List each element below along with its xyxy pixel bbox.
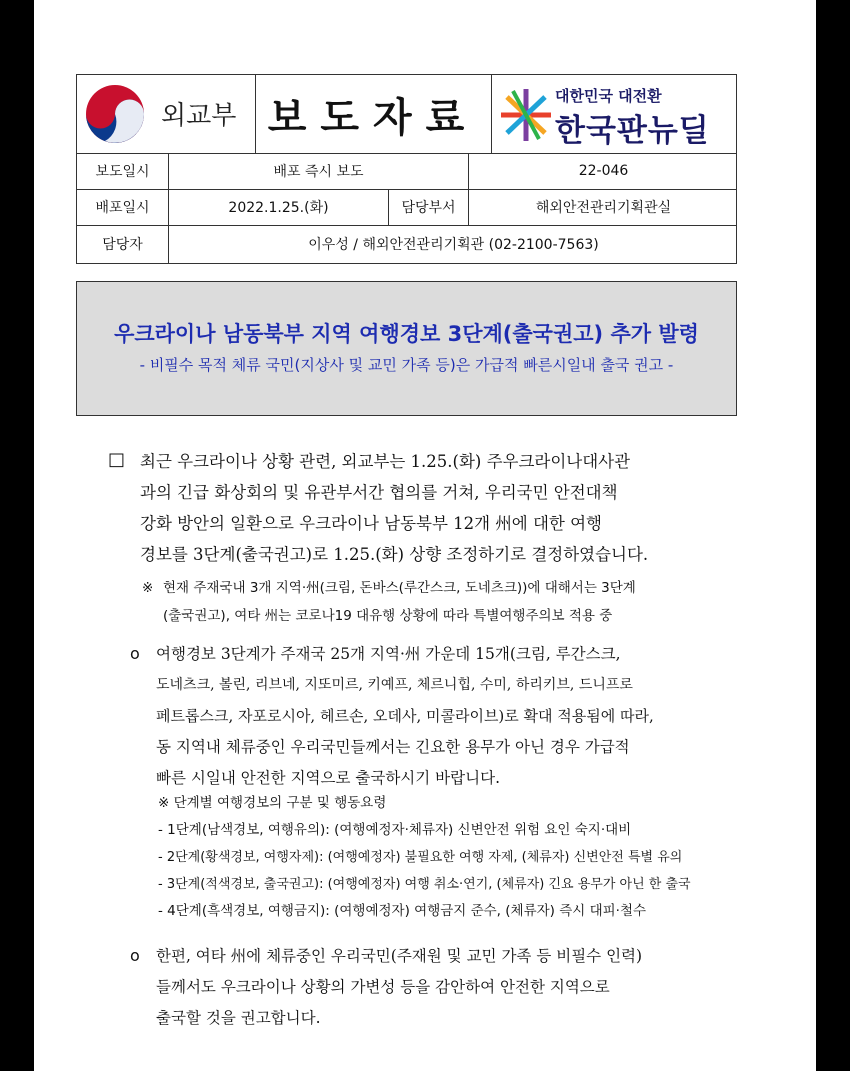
section1-note (163, 574, 753, 630)
paragraph-line: 빠른 시일내 안전한 지역으로 출국하시기 바랍니다. (156, 769, 500, 787)
press-header-table (76, 74, 737, 264)
circle-bullet: o (130, 644, 140, 663)
new-deal-name: 한국판뉴딜 (555, 113, 710, 149)
level-3-line: - 3단계(적색경보, 출국권고): (여행예정자) 여행 취소·연기, (체류자) 긴요 용무가 아닌 한 출국 (158, 877, 691, 892)
paragraph-line: 여행경보 3단계가 주재국 25개 지역·州 가운데 15개(크림, 루간스크, (156, 645, 621, 663)
headline-title: 우크라이나 남동북부 지역 여행경보 3단계(출국권고) 추가 발령 (114, 322, 699, 346)
release-time-value: 배포 즉시 보도 (169, 153, 469, 189)
circle-bullet: o (130, 946, 140, 965)
level-4-line: - 4단계(흑색경보, 여행금지): (여행예정자) 여행금지 준수, (체류자) 즉시 대피·철수 (158, 903, 647, 919)
divider (255, 75, 256, 153)
paragraph-line: 강화 방안의 일환으로 우크라이나 남동북부 12개 州에 대한 여행 (140, 514, 602, 533)
department-value: 해외안전관리기획관실 (535, 200, 672, 216)
paragraph-line: 최근 우크라이나 상황 관련, 외교부는 1.25.(화) 주우크라이나대사관 (140, 452, 631, 471)
contact-label: 담당자 (77, 225, 169, 263)
paragraph-line: 페트롭스크, 자포로시아, 헤르손, 오데사, 미콜라이브)로 확대 적용됨에 따라, (156, 707, 654, 725)
section3-paragraph (156, 941, 756, 1034)
header-banner (77, 75, 736, 154)
release-time-label: 보도일시 (77, 153, 169, 189)
press-release-title: 보도자료 (267, 94, 479, 141)
department-label: 담당부서 (389, 189, 469, 225)
paragraph-line: 과의 긴급 화상회의 및 유관부서간 협의를 거쳐, 우리국민 안전대책 (140, 483, 618, 502)
paragraph-line: 경보를 3단계(출국권고)로 1.25.(화) 상향 조정하기로 결정하였습니다. (140, 545, 649, 564)
new-deal-logo-icon (497, 87, 555, 143)
headline-subtitle: - 비필수 목적 체류 국민(지상사 및 교민 가족 등)은 가급적 빠른시일내 출국 권고 - (139, 356, 674, 374)
distribution-date-value: 2022.1.25.(화) (169, 189, 389, 225)
section2-paragraph (156, 639, 756, 794)
mofa-emblem-icon (85, 84, 145, 144)
note-marker: ※ (142, 580, 154, 596)
level-1-line: - 1단계(남색경보, 여행유의): (여행예정자·체류자) 신변안전 위험 요인 숙지·대비 (158, 822, 632, 838)
note-line: 현재 주재국내 3개 지역·州(크림, 돈바스(루간스크, 도네츠크))에 대해서는 3단계 (163, 580, 636, 596)
new-deal-slogan: 대한민국 대전환 (555, 87, 662, 105)
distribution-date-label: 배포일시 (77, 189, 169, 225)
paragraph-line: 출국할 것을 권고합니다. (156, 1009, 321, 1027)
paragraph-line: 도네츠크, 볼린, 리브네, 지또미르, 키예프, 체르니힙, 수미, 하리키브, 드니프로 (156, 677, 633, 693)
release-code: 22-046 (578, 163, 629, 179)
note-line: (출국권고), 여타 州는 코로나19 대유행 상황에 따라 특별여행주의보 적용 중 (163, 608, 613, 624)
section1-paragraph (140, 446, 760, 570)
paragraph-line: 한편, 여타 州에 체류중인 우리국민(주재원 및 교민 가족 등 비필수 인력) (156, 947, 643, 965)
headline-box (76, 281, 737, 416)
contact-value: 이우성 / 해외안전관리기획관 (02-2100-7563) (308, 237, 599, 253)
travel-levels-note (158, 790, 758, 925)
level-2-line: - 2단계(황색경보, 여행자제): (여행예정자) 불필요한 여행 자제, (체류자) 신변안전 특별 유의 (158, 850, 683, 865)
ministry-name: 외교부 (161, 101, 237, 131)
levels-note-title: ※ 단계별 여행경보의 구분 및 행동요령 (158, 795, 387, 811)
paragraph-line: 동 지역내 체류중인 우리국민들께서는 긴요한 용무가 아닌 경우 가급적 (156, 738, 630, 756)
divider (491, 75, 492, 153)
square-bullet: □ (108, 449, 126, 470)
paragraph-line: 들께서도 우크라이나 상황의 가변성 등을 감안하여 안전한 지역으로 (156, 978, 610, 996)
